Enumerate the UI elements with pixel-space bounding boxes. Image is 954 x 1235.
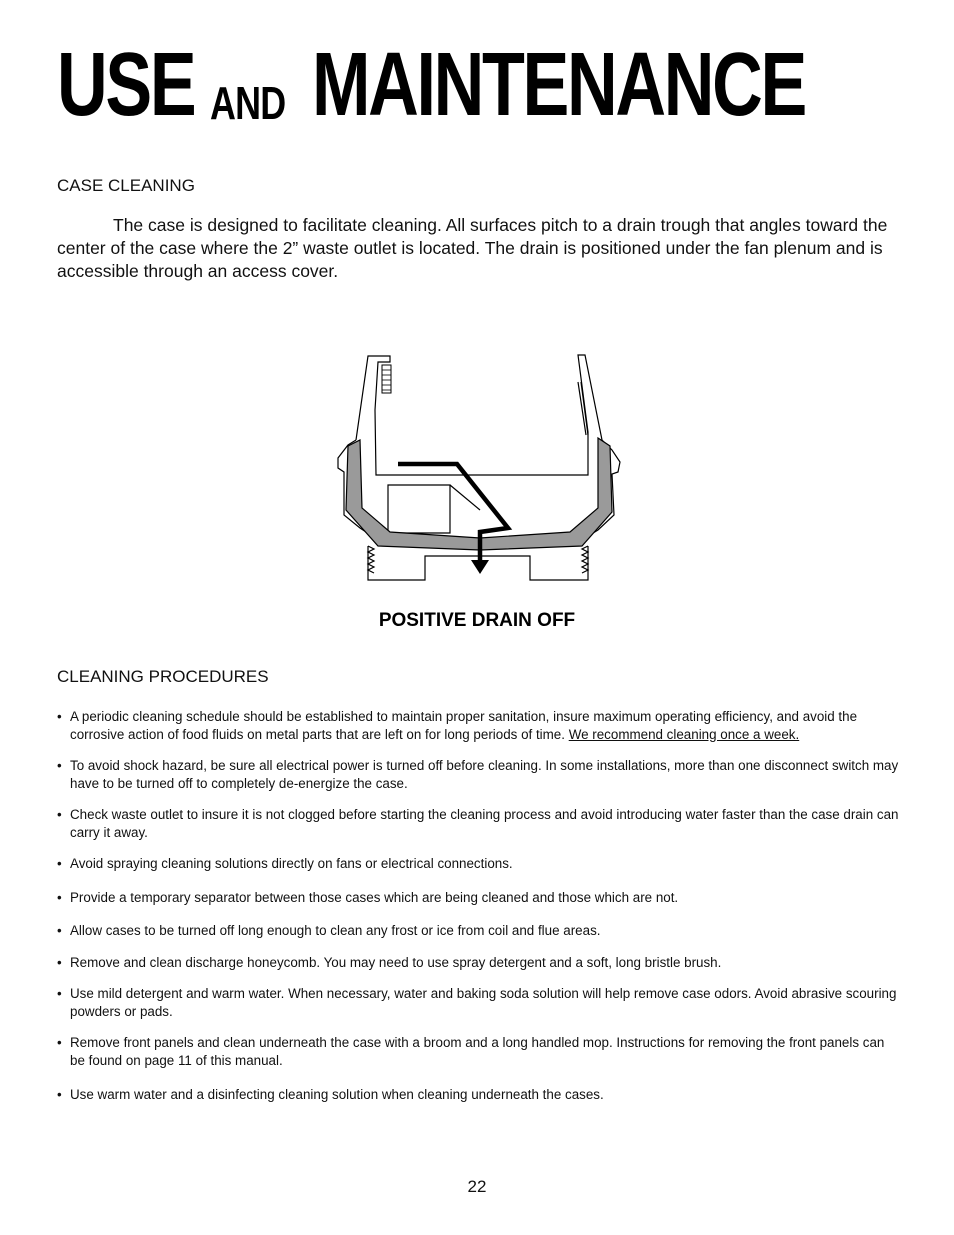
recommendation-emphasis: We recommend cleaning once a week. <box>568 726 800 742</box>
list-item: • Check waste outlet to insure it is not clogged before starting the cleaning process and avoid introducing water faster than the case drain can carry it away. <box>57 807 899 840</box>
title-word-maintenance: MAINTENANCE <box>312 35 805 135</box>
list-item: • Avoid spraying cleaning solutions directly on fans or electrical connections. <box>57 856 513 871</box>
page-number: 22 <box>467 1177 487 1196</box>
list-item: • A periodic cleaning schedule should be established to maintain proper sanitation, insure maximum operating efficiency, and avoid the corrosive action of food fluids on metal parts that are left on for long periods of time. We recommend cleaning once a week. <box>57 709 858 742</box>
list-item: • To avoid shock hazard, be sure all electrical power is turned off before cleaning. In some installations, more than one disconnect switch may have to be turned off to completely de-energize the case. <box>57 758 899 791</box>
list-item: • Remove and clean discharge honeycomb. You may need to use spray detergent and a soft, long bristle brush. <box>57 954 722 970</box>
title-word-use: USE <box>57 35 195 135</box>
cleaning-procedures-heading: CLEANING PROCEDURES <box>57 667 269 686</box>
list-item: • Allow cases to be turned off long enough to clean any frost or ice from coil and flue areas. <box>57 923 601 938</box>
list-item: • Provide a temporary separator between those cases which are being cleaned and those which are not. <box>57 889 679 905</box>
case-cleaning-heading: CASE CLEANING <box>57 176 195 195</box>
title-word-and: AND <box>210 77 286 129</box>
cleaning-procedures-list <box>57 708 902 1104</box>
list-item: • Use warm water and a disinfecting cleaning solution when cleaning underneath the cases. <box>57 1087 604 1102</box>
case-cleaning-text: The case is designed to facilitate cleaning. All surfaces pitch to a drain trough that angles toward the center of the case where the 2” waste outlet is located. The drain is positioned under the fan plenum and is accessible through an access cover. <box>57 215 888 281</box>
drain-diagram <box>330 350 630 585</box>
list-item: • Remove front panels and clean underneath the case with a broom and a long handled mop. Instructions for removing the front panels can be found on page 11 of this manual. <box>57 1035 885 1068</box>
case-cleaning-body <box>57 214 902 283</box>
list-item: • Use mild detergent and warm water. When necessary, water and baking soda solution will help remove case odors. Avoid abrasive scouring powders or pads. <box>57 986 897 1019</box>
diagram-caption: POSITIVE DRAIN OFF <box>378 610 576 631</box>
